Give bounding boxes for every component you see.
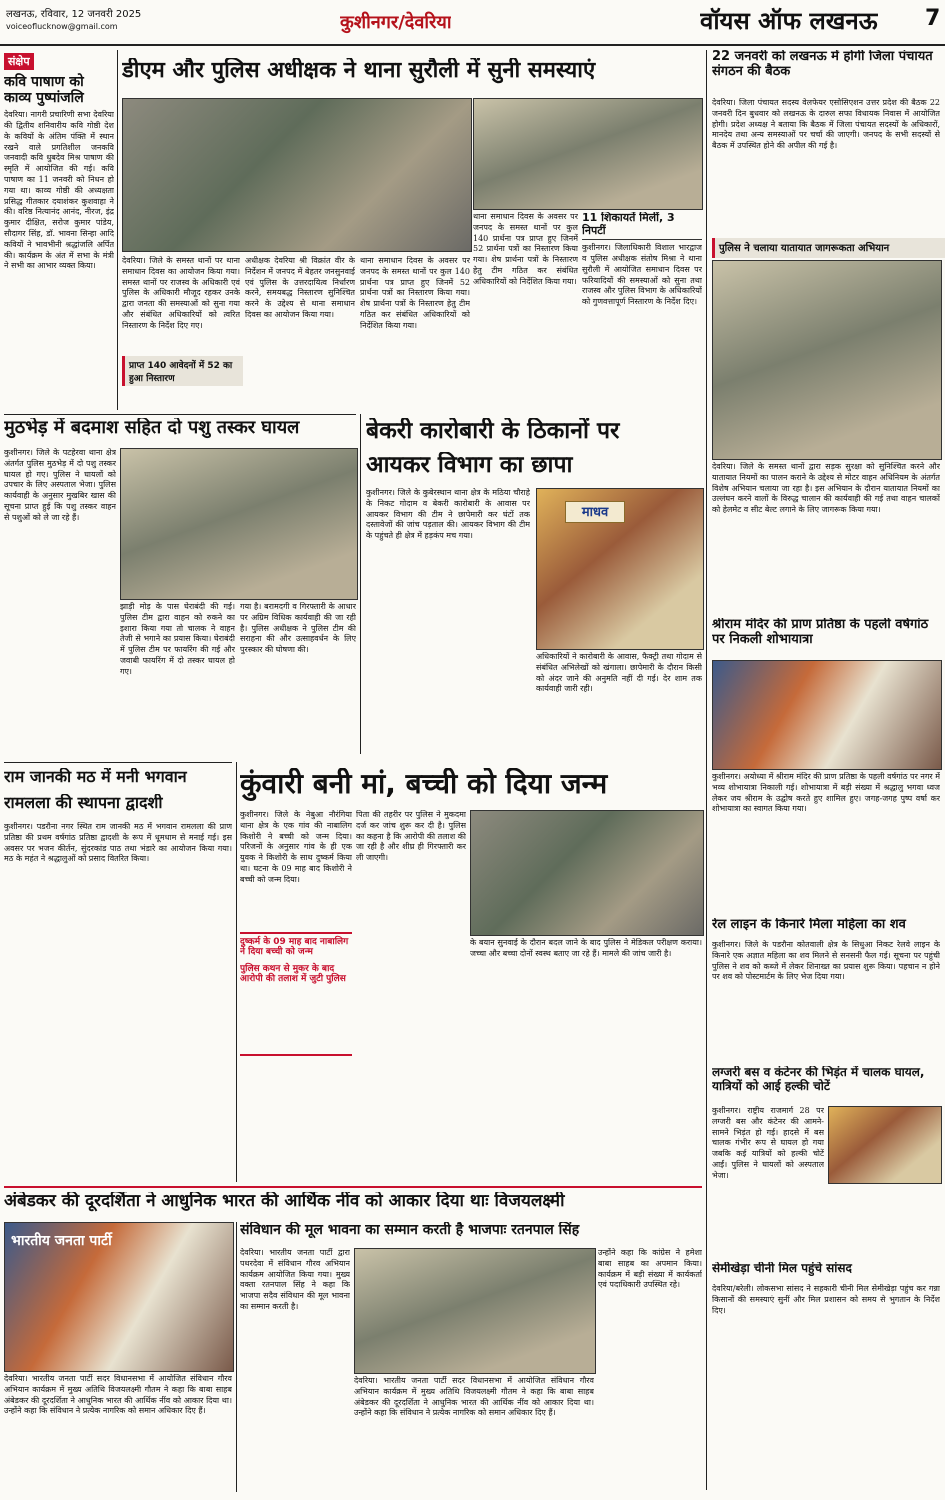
masthead-site: voiceoflucknow@gmail.com bbox=[6, 22, 118, 31]
story1-body3b: थाना समाधान दिवस के अवसर पर जनपद के समस्त थानों पर कुल 140 प्रार्थना पत्र प्राप्त हुए जिनमें 52 प्रार्थना पत्रों का निस्तारण किया गया। शेष प्रार्थना पत्रों के निस्तारण हेतु टीम गठित कर संबंधित अधिकारियों को निर्देशित किया गया। bbox=[360, 256, 470, 330]
story2-body2: झाड़ी मोड़ के पास घेराबंदी की गई। पुलिस टीम द्वारा वाहन को रुकने का इशारा किया गया तो चालक ने वाहन तेजी से भगाने का प्रयास किया। घेराबंदी में पुलिस टीम पर फायरिंग की गई और जवाबी फायरिंग में दो तस्कर घायल हो गए। bbox=[120, 602, 235, 676]
story4-headline-2: रामलला की स्थापना द्वादशी bbox=[4, 794, 163, 812]
story5-body3: के बयान सुनवाई के दौरान बदल जाने के बाद पुलिस ने मेडिकल परीक्षण कराया। जच्चा और बच्चा दोनों स्वस्थ बताए जा रहे हैं। मामले की जांच जारी है। bbox=[470, 938, 702, 958]
story1-headline: डीएम और पुलिस अधीक्षक ने थाना सुरौली में सुनी समस्याएं bbox=[122, 58, 596, 83]
right1-body: देवरिया। जिला पंचायत सदस्य वेलफेयर एसोसिएशन उत्तर प्रदेश की बैठक 22 जनवरी दिन बुधवार को लखनऊ के दारुल सफा विधायक निवास में आयोजित होगी। प्रदेश अध्यक्ष ने बताया कि बैठक में जिला पंचायत सदस्यों के अधिकारों, मानदेय तथा अन्य समस्याओं पर चर्चा की जाएगी। जनपद के सभी सदस्यों से बैठक में उपस्थित होने की अपील की गई है। bbox=[712, 98, 940, 151]
story5-pullquotes bbox=[240, 932, 352, 1056]
brief-label: संक्षेप bbox=[4, 53, 34, 70]
divider bbox=[4, 1186, 702, 1188]
story6-body: देवरिया। भारतीय जनता पार्टी सदर विधानसभा में आयोजित संविधान गौरव अभियान कार्यक्रम में मुख्य अतिथि विजयलक्ष्मी गौतम ने कहा कि बाबा साहब अंबेडकर की दूरदर्शिता ने आधुनिक भारत की आर्थिक नींव को आकार दिया था। उन्होंने कहा कि संविधान ने प्रत्येक नागरिक को समान अधिकार दिए हैं। bbox=[4, 1374, 232, 1416]
masthead-date-block bbox=[6, 6, 141, 31]
story2-photo bbox=[120, 448, 358, 600]
brief-column bbox=[4, 50, 114, 410]
story7-body1: देवरिया। भारतीय जनता पार्टी द्वारा पथरदेवा में संविधान गौरव अभियान कार्यक्रम आयोजित किया गया। मुख्य वक्ता रतनपाल सिंह ने कहा कि भाजपा सदैव संविधान की मूल भावना का सम्मान करती है। bbox=[240, 1248, 350, 1311]
story1-subhead: प्राप्त 140 आवेदनों में 52 का हुआ निस्तारण bbox=[122, 356, 243, 386]
story7-body2: उन्होंने कहा कि कांग्रेस ने हमेशा बाबा साहब का अपमान किया। कार्यक्रम में बड़ी संख्या में कार्यकर्ता एवं पदाधिकारी उपस्थित रहे। bbox=[598, 1248, 702, 1290]
right2-photo bbox=[712, 260, 942, 460]
right5-photo bbox=[828, 1106, 942, 1184]
story6-photo bbox=[4, 1222, 234, 1372]
column-divider-right bbox=[706, 50, 707, 1490]
masthead bbox=[0, 0, 945, 46]
story5-pullquote-1: दुष्कर्म के 09 माह बाद नाबालिग ने दिया बच्ची को जन्म bbox=[240, 937, 349, 958]
right6-body: देवरिया/बरेली। लोकसभा सांसद ने सहकारी चीनी मिल सेमीखेड़ा पहुंच कर गन्ना किसानों की समस्याएं सुनीं और मिल प्रशासन को समय से भुगतान के निर्देश दिए। bbox=[712, 1284, 940, 1315]
divider bbox=[236, 1222, 237, 1492]
divider bbox=[236, 762, 237, 1182]
story1-body2: अधीक्षक देवरिया श्री विक्रांत वीर के निर्देशन में जनपद में बेहतर जनसुनवाई एवं पुलिस के उत्तरदायित्व निर्धारण करने, समयबद्ध निस्तारण सुनिश्चित करने के उद्देश्य से थाना समाधान दिवस का आयोजन किया गया। bbox=[245, 256, 355, 319]
brief-title: कवि पाषाण को काव्य पुष्पांजलि bbox=[4, 74, 84, 107]
story5-headline: कुंवारी बनी मां, बच्ची को दिया जन्म bbox=[240, 768, 608, 800]
brand-logo: वॉयस ऑफ लखनऊ bbox=[700, 7, 878, 35]
story5-body2: पिता की तहरीर पर पुलिस ने मुकदमा दर्ज कर जांच शुरू कर दी है। पुलिस का कहना है कि आरोपी की तलाश की जा रही है और शीघ्र ही गिरफ्तारी कर ली जाएगी। bbox=[356, 810, 466, 863]
story7-photo bbox=[354, 1248, 596, 1374]
right5-headline: लग्जरी बस व कंटेनर की भिड़ंत में चालक घायल, यात्रियों को आई हल्की चोटें bbox=[712, 1066, 925, 1093]
story4-headline-1: राम जानकी मठ में मनी भगवान bbox=[4, 768, 187, 786]
story7-body1b: देवरिया। भारतीय जनता पार्टी सदर विधानसभा में आयोजित संविधान गौरव अभियान कार्यक्रम में मुख्य अतिथि विजयलक्ष्मी गौतम ने कहा कि बाबा साहब अंबेडकर की दूरदर्शिता ने आधुनिक भारत की आर्थिक नींव को आकार दिया था। उन्होंने कहा कि संविधान ने प्रत्येक नागरिक को समान अधिकार दिए हैं। bbox=[354, 1376, 594, 1418]
divider bbox=[4, 414, 356, 415]
right3-photo bbox=[712, 660, 942, 770]
shop-sign: माधव bbox=[565, 501, 625, 523]
story5-body1: कुशीनगर। जिले के नेबुआ नौरंगिया थाना क्षेत्र के एक गांव की नाबालिग किशोरी ने बच्ची को जन्म दिया। परिजनों के अनुसार गांव के ही एक युवक ने किशोरी के साथ दुष्कर्म किया था। घटना के 09 माह बाद किशोरी ने बच्ची को जन्म दिया। bbox=[240, 810, 352, 884]
divider bbox=[4, 762, 232, 763]
column-divider bbox=[117, 50, 118, 410]
story3-body2: अधिकारियों ने कारोबारी के आवास, फैक्ट्री तथा गोदाम से संबंधित अभिलेखों को खंगाला। छापेमारी के दौरान किसी को अंदर जाने की अनुमति नहीं दी गई। देर शाम तक कार्यवाही जारी रही। bbox=[536, 652, 702, 694]
story3-headline-1: बेकरी कारोबारी के ठिकानों पर bbox=[366, 418, 620, 444]
right4-body: कुशीनगर। जिले के पडरौना कोतवाली क्षेत्र के सिधुआ निकट रेलवे लाइन के किनारे एक अज्ञात महिला का शव मिलने से सनसनी फैल गई। सूचना पर पहुंची पुलिस ने शव को कब्जे में लेकर शिनाख्त का प्रयास शुरू किया। पहचान न होने पर शव को पोस्टमार्टम के लिए भेज दिया गया। bbox=[712, 940, 940, 982]
story1-body4: कुशीनगर। जिलाधिकारी विशाल भारद्वाज व पुलिस अधीक्षक संतोष मिश्रा ने थाना सुरौली में आयोजित समाधान दिवस पर फरियादियों की समस्याओं को सुना तथा राजस्व और पुलिस विभाग के अधिकारियों को गुणवत्तापूर्ण निस्तारण के निर्देश दिए। bbox=[582, 243, 702, 307]
story3-body1: कुशीनगर। जिले के कुबेरस्थान थाना क्षेत्र के मठिया चौराहे के निकट गोदाम व बेकरी कारोबारी के आवास पर आयकर विभाग की टीम ने छापेमारी कर घंटों तक दस्तावेजों की जांच पड़ताल की। आयकर विभाग की टीम के पहुंचते ही क्षेत्र में हड़कंप मच गया। bbox=[366, 488, 530, 541]
story2-body1: कुशीनगर। जिले के पटहेरवा थाना क्षेत्र अंतर्गत पुलिस मुठभेड़ में दो पशु तस्कर घायल हो गए। पुलिस ने घायलों को उपचार के लिए अस्पताल भेजा। पुलिस कार्यवाही के अनुसार मुखबिर खास की सूचना प्राप्त हुई कि पशु तस्कर वाहन से पशुओं को ले जा रहे हैं। bbox=[4, 448, 116, 522]
story1-photo-2 bbox=[473, 98, 703, 210]
story3-headline-2: आयकर विभाग का छापा bbox=[366, 452, 573, 478]
story1-photo bbox=[122, 98, 472, 252]
section-title: कुशीनगर/देवरिया bbox=[340, 12, 452, 33]
story1-body3: थाना समाधान दिवस के अवसर पर जनपद के समस्त थानों पर कुल 140 प्रार्थना पत्र प्राप्त हुए जिनमें 52 प्रार्थना पत्रों का निस्तारण किया गया। शेष प्रार्थना पत्रों के निस्तारण हेतु टीम गठित कर संबंधित अधिकारियों को निर्देशित किया गया। bbox=[473, 212, 578, 286]
story4-body: कुशीनगर। पडरौना नगर स्थित राम जानकी मठ में भगवान रामलला की प्राण प्रतिष्ठा की प्रथम वर्षगांठ प्रतिष्ठा द्वादशी के रूप में धूमधाम से मनाई गई। इस अवसर पर भजन कीर्तन, सुंदरकांड पाठ तथा भंडारे का आयोजन किया गया। मठ के महंत ने श्रद्धालुओं को प्रसाद वितरित किया। bbox=[4, 822, 232, 864]
right2-headline: पुलिस ने चलाया यातायात जागरूकता अभियान bbox=[712, 238, 945, 258]
right2-body: देवरिया। जिले के समस्त थानों द्वारा सड़क सुरक्षा को सुनिश्चित करने और यातायात नियमों का पालन कराने के उद्देश्य से मोटर वाहन अधिनियम के अंतर्गत विशेष अभियान चलाया जा रहा है। इस अभियान के दौरान यातायात नियमों का उल्लंघन करने वालों के विरुद्ध चालान की कार्यवाही की गई तथा वाहन चालकों को हेलमेट व सीट बेल्ट लगाने के लिए जागरूक किया गया। bbox=[712, 462, 940, 515]
story5-photo bbox=[470, 810, 704, 936]
right4-headline: रेल लाइन के किनारे मिला महिला का शव bbox=[712, 918, 906, 932]
page-number: 7 bbox=[925, 6, 941, 31]
story3-photo bbox=[536, 488, 704, 650]
story2-body3: गया है। बरामदगी व गिरफ्तारी के आधार पर अग्रिम विधिक कार्यवाही की जा रही है। पुलिस अधीक्षक ने पुलिस टीम की सराहना की और उत्साहवर्धन के लिए पुरस्कार की घोषणा की। bbox=[240, 602, 356, 655]
right1-headline: 22 जनवरी को लखनऊ में होगी जिला पंचायत संगठन की बैठक bbox=[712, 50, 933, 79]
story5-pullquote-2: पुलिस कथन से मुकर के बाद आरोपी की तलाश में जुटी पुलिस bbox=[240, 963, 346, 985]
story1-body1: देवरिया। जिले के समस्त थानों पर थाना समाधान दिवस का आयोजन किया गया। समस्त थानों पर राजस्व के अधिकारी एवं पुलिस के अधिकारी मौजूद रहकर उनके द्वारा जनता की समस्याओं को सुना गया और संबंधित अधिकारियों को त्वरित निस्तारण के निर्देश दिए गए। bbox=[122, 256, 240, 330]
divider bbox=[360, 414, 361, 754]
right5-body: कुशीनगर। राष्ट्रीय राजमार्ग 28 पर लग्जरी बस और कंटेनर की आमने-सामने भिड़ंत हो गई। हादसे में बस चालक गंभीर रूप से घायल हो गया जबकि कई यात्रियों को हल्की चोटें आईं। पुलिस ने घायलों को अस्पताल भेजा। bbox=[712, 1106, 824, 1180]
story6-headline: अंबेडकर की दूरदर्शिता ने आधुनिक भारत की आर्थिक नींव को आकार दिया थाः विजयलक्ष्मी bbox=[4, 1192, 565, 1211]
story1-box-title: 11 शिकायतें मिलीं, 3 निपटीं bbox=[582, 212, 702, 240]
right3-headline: श्रीराम मंदिर की प्राण प्रतिष्ठा के पहली वर्षगांठ पर निकली शोभायात्रा bbox=[712, 618, 929, 647]
story1-sidebox bbox=[582, 212, 702, 402]
story2-headline: मुठभेड़ में बदमाश सहित दो पशु तस्कर घायल bbox=[4, 418, 300, 438]
brief-body: देवरिया। नागरी प्रचारिणी सभा देवरिया की द्वितीय शनिवारीय कवि गोष्ठी देश के कवियों के अंतिम पंक्ति में स्थान रखने वाले प्रगतिशील जनकवि जनवादी कवि धुबदेव मिश्र पाषाण की स्मृति में आयोजित की गई। कवि पाषाण का 11 जनवरी को निधन हो गया था। काव्य गोष्ठी की अध्यक्षता प्रसिद्ध गीतकार दयाशंकर कुशवाहा ने की। वरिष्ठ नित्यानंद आनंद, नीरज, इंद्र कुमार दीक्षित, सरोज कुमार पांडेय, सौदागर सिंह, डॉ. भावना सिन्हा आदि कवियों ने भावभीनी श्रद्धांजलि अर्पित की। कार्यक्रम के अंत में सभा के मंत्री ने सभी का आभार व्यक्त किया। bbox=[4, 110, 114, 271]
right6-headline: सेमीखेड़ा चीनी मिल पहुंचे सांसद bbox=[712, 1262, 852, 1275]
masthead-date: लखनऊ, रविवार, 12 जनवरी 2025 bbox=[6, 9, 142, 20]
banner-text: भारतीय जनता पार्टी bbox=[11, 1233, 112, 1249]
right3-body: कुशीनगर। अयोध्या में श्रीराम मंदिर की प्राण प्रतिष्ठा के पहली वर्षगांठ पर नगर में भव्य शोभायात्रा निकाली गई। शोभायात्रा में बड़ी संख्या में श्रद्धालु भगवा ध्वज लेकर जय श्रीराम के उद्घोष करते हुए शामिल हुए। जगह-जगह पुष्प वर्षा कर शोभायात्रा का स्वागत किया गया। bbox=[712, 772, 940, 814]
story7-headline: संविधान की मूल भावना का सम्मान करती है भाजपाः रतनपाल सिंह bbox=[240, 1222, 580, 1238]
